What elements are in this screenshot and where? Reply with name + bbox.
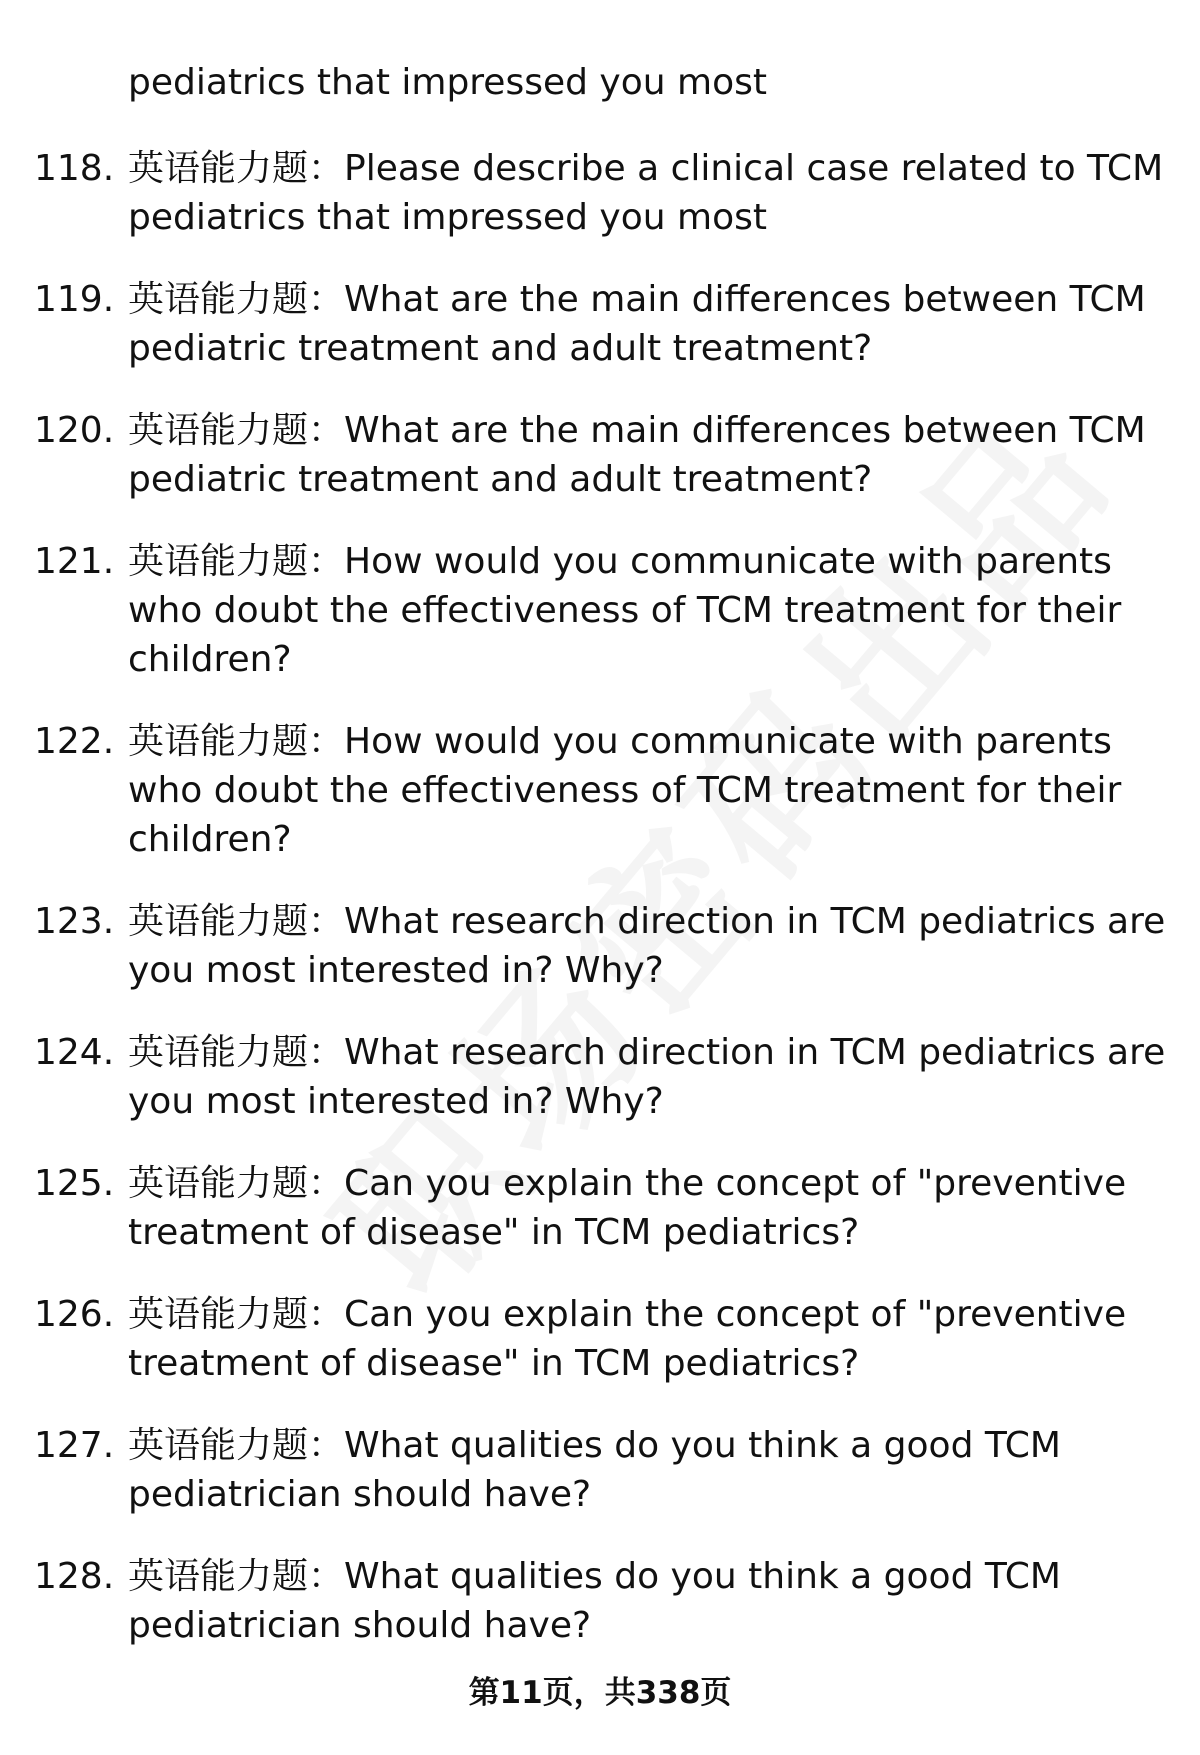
question-text [128,1028,1166,1126]
question-line: 英语能力题：How would you communicate with parents [128,721,1112,762]
question-list [0,144,1200,1683]
page-footer: 第11页，共338页 [468,1675,732,1711]
question-item [0,717,1200,864]
question-line: 英语能力题：What qualities do you think a good TCM [128,1425,1061,1466]
question-item [0,1421,1200,1519]
question-line: pediatric treatment and adult treatment? [128,459,873,500]
question-number: 125. [34,1163,115,1204]
question-text [128,537,1138,684]
question-line: 英语能力题：How would you communicate with parents [128,541,1112,582]
question-line: 英语能力题：Please describe a clinical case related to TCM [128,148,1164,189]
question-item [0,275,1200,373]
question-number: 127. [34,1425,115,1466]
question-line: pediatrician should have? [128,1474,592,1515]
question-line: who doubt the effectiveness of TCM treatment for their [128,590,1122,631]
question-number: 118. [34,148,115,189]
question-line: children? [128,819,292,860]
question-item [0,897,1200,995]
question-line: 英语能力题：Can you explain the concept of "preventive [128,1163,1127,1204]
question-line: pediatric treatment and adult treatment? [128,328,873,369]
question-number: 119. [34,279,115,320]
question-line: you most interested in? Why? [128,950,664,991]
question-item [0,1028,1200,1126]
question-line: who doubt the effectiveness of TCM treatment for their [128,770,1122,811]
question-item [0,1159,1200,1257]
question-item [0,1290,1200,1388]
question-line: 英语能力题：What research direction in TCM pediatrics are [128,1032,1166,1073]
question-text [128,275,1146,373]
question-number: 128. [34,1556,115,1597]
question-item [0,537,1200,684]
question-line: 英语能力题：What are the main differences between TCM [128,410,1146,451]
question-text [128,1290,1138,1388]
question-item [0,1552,1200,1650]
question-number: 126. [34,1294,115,1335]
question-continuation-text: pediatrics that impressed you most [128,62,767,103]
question-line: 英语能力题：What research direction in TCM pediatrics are [128,901,1166,942]
question-number: 122. [34,721,115,762]
question-text [128,1552,1138,1650]
question-line: treatment of disease" in TCM pediatrics? [128,1212,860,1253]
question-line: pediatrician should have? [128,1605,592,1646]
question-text [128,144,1164,242]
question-text [128,717,1138,864]
question-text [128,406,1146,504]
question-text [128,1421,1138,1519]
question-line: pediatrics that impressed you most [128,197,767,238]
question-item [0,406,1200,504]
question-line: treatment of disease" in TCM pediatrics? [128,1343,860,1384]
question-line: 英语能力题：Can you explain the concept of "preventive [128,1294,1127,1335]
question-line: children? [128,639,292,680]
question-text [128,897,1166,995]
question-line: 英语能力题：What qualities do you think a good TCM [128,1556,1061,1597]
question-line: 英语能力题：What are the main differences between TCM [128,279,1146,320]
question-number: 121. [34,541,115,582]
question-line: you most interested in? Why? [128,1081,664,1122]
question-number: 120. [34,410,115,451]
question-number: 124. [34,1032,115,1073]
question-number: 123. [34,901,115,942]
question-text [128,1159,1138,1257]
question-item [0,144,1200,242]
